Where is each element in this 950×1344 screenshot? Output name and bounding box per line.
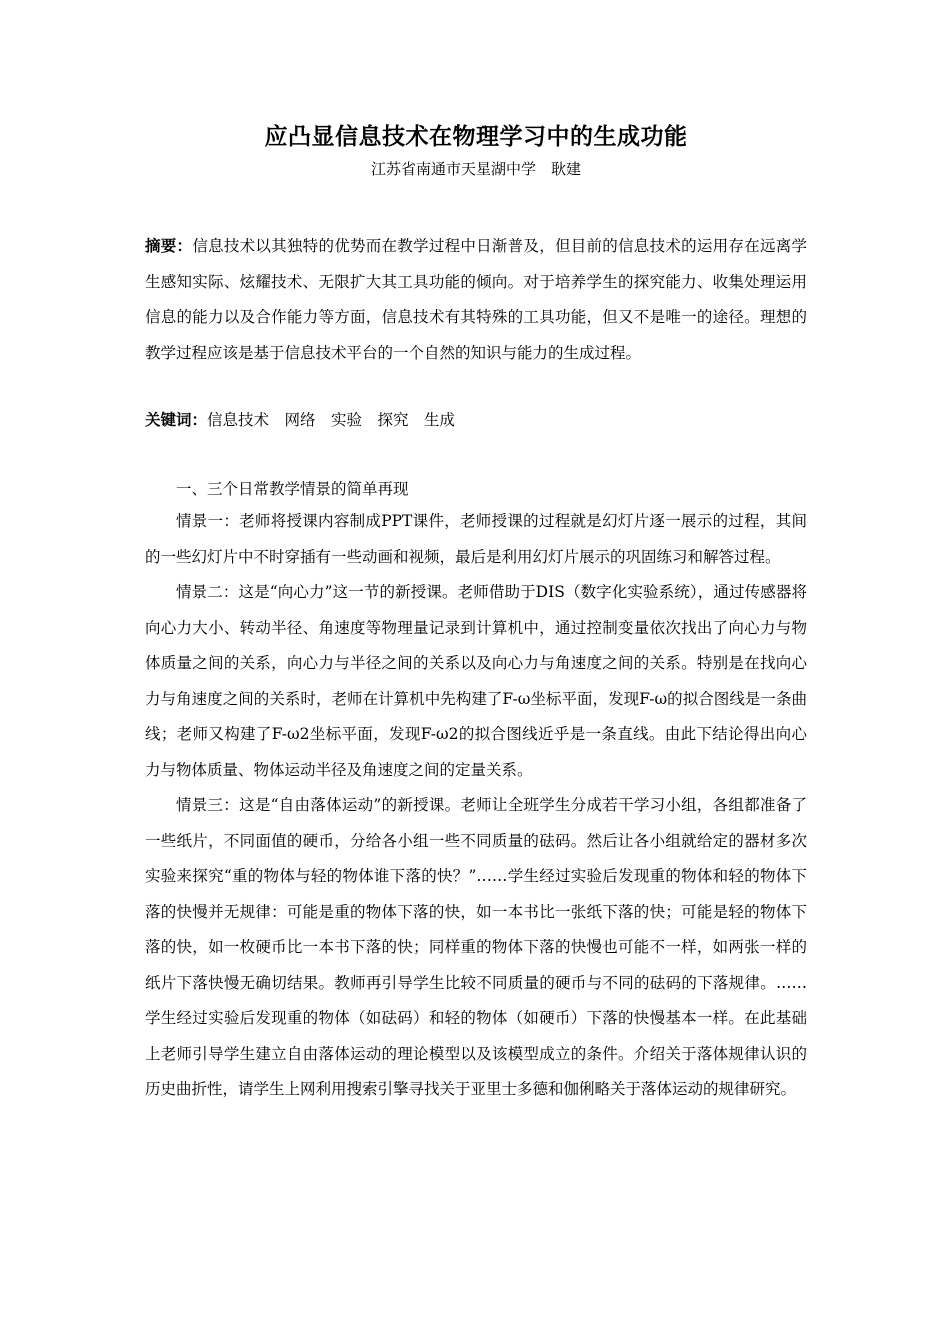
author-line: 江苏省南通市天星湖中学 耿建 xyxy=(370,160,581,178)
paragraph-scenario-1: 情景一：老师将授课内容制成PPT课件，老师授课的过程就是幻灯片逐一展示的过程，其间的一些幻灯片中不时穿插有一些动画和视频，最后是利用幻灯片展示的巩固练习和解答过程。 xyxy=(145,512,807,566)
document-page xyxy=(145,120,807,1108)
abstract-label: 摘要： xyxy=(145,236,193,255)
abstract-text: 信息技术以其独特的优势而在教学过程中日渐普及，但目前的信息技术的运用存在远离学生感知实际、炫耀技术、无限扩大其工具功能的倾向。对于培养学生的探究能力、收集处理运用信息的能力以及合作能力等方面，信息技术有其特殊的工具功能，但又不是唯一的途径。理想的教学过程应该是基于信息技术平台的一个自然的知识与能力的生成过程。 xyxy=(145,237,807,362)
keywords-text: 信息技术 网络 实验 探究 生成 xyxy=(207,411,456,429)
paragraph-scenario-3: 情景三：这是“自由落体运动”的新授课。老师让全班学生分成若干学习小组，各组都准备了一些纸片，不同面值的硬币，分给各小组一些不同质量的砝码。然后让各小组就给定的器材多次实验来探究“重的物体与轻的物体谁下落的快？”……学生经过实验后发现重的物体和轻的物体下落的快慢并无规律：可能是重的物体下落的快，如一本书比一张纸下落的快；可能是轻的物体下落的快，如一枚硬币比一本书下落的快；同样重的物体下落的快慢也可能不一样，如两张一样的纸片下落快慢无确切结果。教师再引导学生比较不同质量的硬币与不同的砝码的下落规律。……学生经过实验后发现重的物体（如砝码）和轻的物体（如硬币）下落的快慢基本一样。在此基础上老师引导学生建立自由落体运动的理论模型以及该模型成立的条件。介绍关于落体规律认识的历史曲折性，请学生上网利用搜索引擎寻找关于亚里士多德和伽俐略关于落体运动的规律研究。 xyxy=(145,796,807,1098)
abstract-block xyxy=(145,228,807,371)
page-title: 应凸显信息技术在物理学习中的生成功能 xyxy=(264,123,688,150)
paragraph-scenario-2: 情景二：这是“向心力”这一节的新授课。老师借助于DIS（数字化实验系统），通过传感器将向心力大小、转动半径、角速度等物理量记录到计算机中，通过控制变量依次找出了向心力与物体质量之间的关系，向心力与半径之间的关系以及向心力与角速度之间的关系。特别是在找向心力与角速度之间的关系时，老师在计算机中先构建了F-ω坐标平面，发现F-ω的拟合图线是一条曲线；老师又构建了F-ω2坐标平面，发现F-ω2的拟合图线近乎是一条直线。由此下结论得出向心力与物体质量、物体运动半径及角速度之间的定量关系。 xyxy=(145,583,807,779)
keywords-label: 关键词： xyxy=(145,410,208,429)
section-heading: 一、三个日常教学情景的简单再现 xyxy=(176,480,409,498)
keywords-block xyxy=(145,405,807,435)
